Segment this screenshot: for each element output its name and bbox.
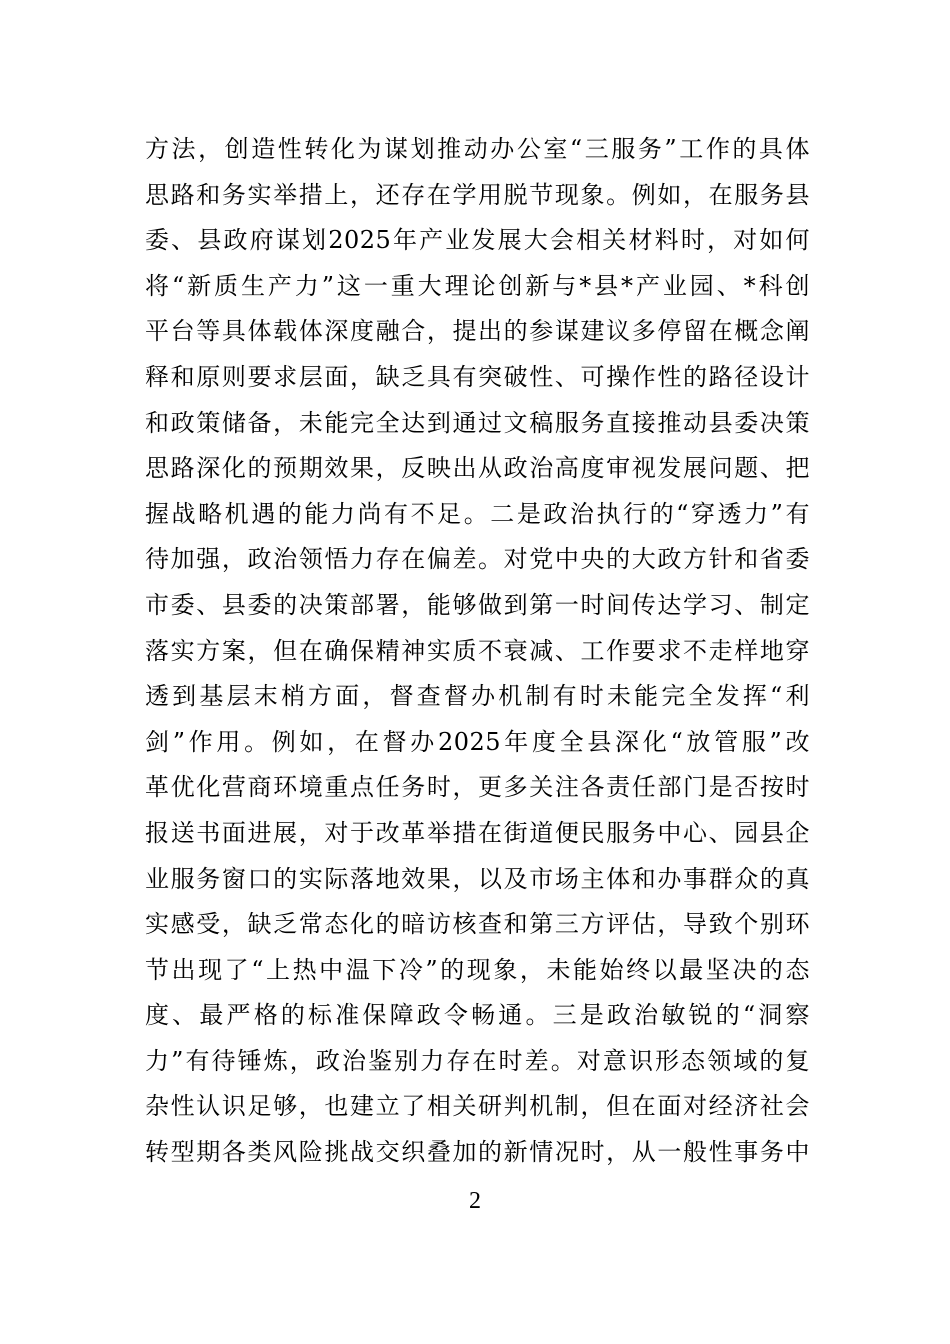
text-line: 市委、县委的决策部署，能够做到第一时间传达学习、制定 [145, 590, 810, 619]
text-line: 和政策储备，未能完全达到通过文稿服务直接推动县委决策 [145, 408, 810, 437]
text-line: 思路和务实举措上，还存在学用脱节现象。例如，在服务县 [145, 180, 810, 209]
text-line: 释和原则要求层面，缺乏具有突破性、可操作性的路径设计 [145, 362, 810, 391]
text-line: 方法，创造性转化为谋划推动办公室“三服务”工作的具体 [145, 135, 810, 163]
text-line: 力”有待锤炼，政治鉴别力存在时差。对意识形态领域的复 [145, 1046, 810, 1075]
text-line: 落实方案，但在确保精神实质不衰减、工作要求不走样地穿 [145, 636, 810, 665]
text-line: 握战略机遇的能力尚有不足。二是政治执行的“穿透力”有 [145, 499, 810, 528]
text-line: 平台等具体载体深度融合，提出的参谋建议多停留在概念阐 [145, 317, 810, 346]
text-line: 委、县政府谋划2025年产业发展大会相关材料时，对如何 [145, 226, 810, 255]
text-line: 业服务窗口的实际落地效果，以及市场主体和办事群众的真 [145, 864, 810, 893]
page-number: 2 [469, 1188, 481, 1214]
text-line: 将“新质生产力”这一重大理论创新与*县*产业园、*科创 [145, 271, 810, 300]
text-line: 透到基层末梢方面，督查督办机制有时未能完全发挥“利 [145, 682, 810, 711]
text-line: 报送书面进展，对于改革举措在街道便民服务中心、园县企 [145, 818, 810, 847]
text-line: 节出现了“上热中温下冷”的现象，未能始终以最坚决的态 [145, 955, 810, 984]
text-line: 实感受，缺乏常态化的暗访核查和第三方评估，导致个别环 [145, 910, 810, 939]
text-line: 革优化营商环境重点任务时，更多关注各责任部门是否按时 [145, 773, 810, 802]
text-line: 转型期各类风险挑战交织叠加的新情况时，从一般性事务中 [145, 1138, 810, 1167]
body-text [145, 127, 810, 1176]
text-line: 杂性认识足够，也建立了相关研判机制，但在面对经济社会 [145, 1092, 810, 1121]
text-line: 待加强，政治领悟力存在偏差。对党中央的大政方针和省委 [145, 545, 810, 574]
text-line: 度、最严格的标准保障政令畅通。三是政治敏锐的“洞察 [145, 1001, 810, 1030]
text-line: 思路深化的预期效果，反映出从政治高度审视发展问题、把 [145, 454, 810, 483]
text-line: 剑”作用。例如，在督办2025年度全县深化“放管服”改 [145, 727, 810, 756]
